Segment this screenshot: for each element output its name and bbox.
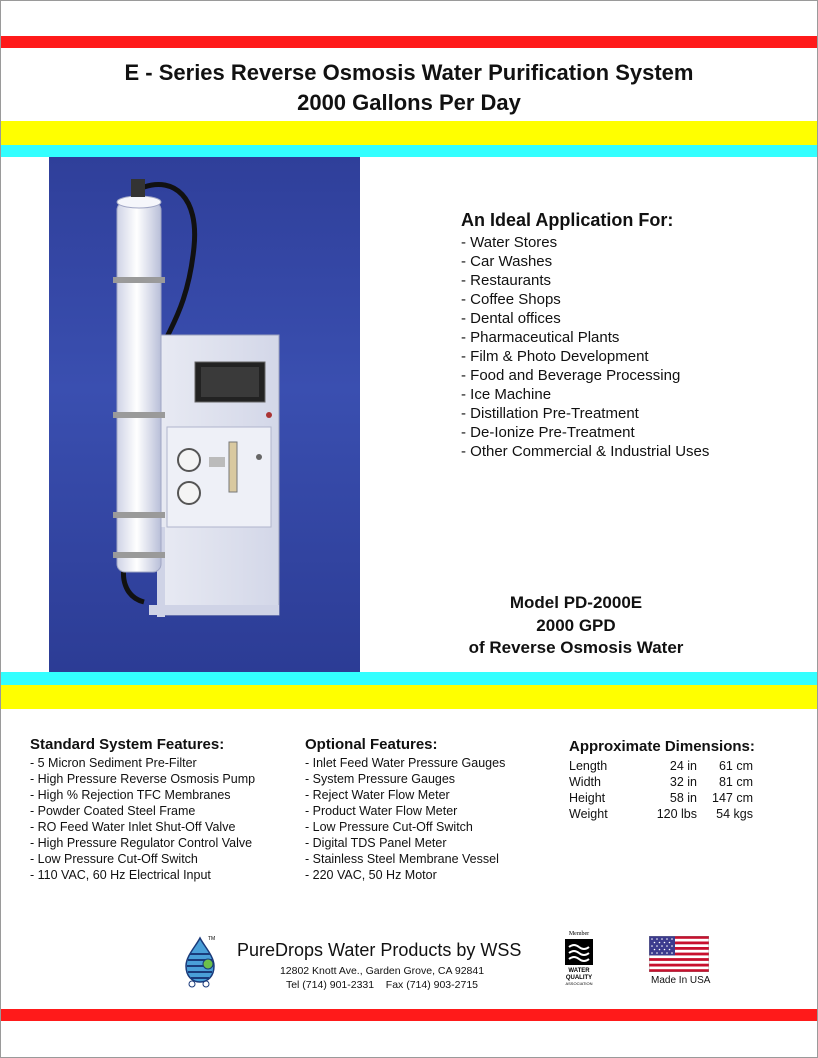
svg-text:WATER: WATER — [568, 968, 590, 974]
list-item: - Dental offices — [461, 310, 561, 327]
list-item: - Ice Machine — [461, 386, 552, 403]
standard-features — [30, 736, 255, 883]
list-item: - Other Commercial & Industrial Uses — [461, 443, 710, 460]
dimensions-table — [569, 738, 755, 822]
bottom-red-stripe — [1, 1009, 817, 1021]
svg-text:ASSOCIATION: ASSOCIATION — [565, 981, 593, 986]
company-contact — [237, 964, 527, 992]
us-flag-icon — [649, 936, 709, 972]
dimension-imperial: 24 in — [669, 759, 697, 773]
applications-heading: An Ideal Application For: — [461, 210, 674, 230]
list-item: - RO Feed Water Inlet Shut-Off Valve — [30, 820, 236, 834]
list-item: - High Pressure Reverse Osmosis Pump — [30, 772, 256, 786]
list-item: - De-Ionize Pre-Treatment — [461, 424, 635, 441]
top-cyan-stripe — [1, 145, 817, 157]
model-capacity: 2000 GPD — [536, 615, 616, 635]
bottom-cyan-stripe — [1, 672, 817, 685]
bottom-yellow-stripe — [1, 685, 817, 709]
standard-features-heading: Standard System Features: — [30, 736, 225, 753]
table-row — [569, 790, 755, 806]
dimension-label: Height — [569, 791, 606, 805]
dimension-metric: 54 kgs — [716, 807, 753, 821]
list-item: - Low Pressure Cut-Off Switch — [30, 852, 198, 866]
dimension-imperial: 120 lbs — [656, 807, 697, 821]
top-yellow-stripe — [1, 121, 817, 145]
dimension-metric: 61 cm — [718, 759, 753, 773]
ro-unit-illustration — [49, 157, 360, 672]
list-item: - 220 VAC, 50 Hz Motor — [305, 868, 437, 882]
svg-text:TM: TM — [208, 936, 216, 942]
list-item: - High % Rejection TFC Membranes — [30, 788, 231, 802]
company-address: 12802 Knott Ave., Garden Grove, CA 92841 — [279, 965, 485, 977]
dimension-imperial: 32 in — [669, 775, 697, 789]
top-red-stripe — [1, 36, 817, 48]
product-photo — [49, 157, 360, 672]
list-item: - Stainless Steel Membrane Vessel — [305, 852, 499, 866]
list-item: - Coffee Shops — [461, 291, 561, 308]
svg-text:QUALITY: QUALITY — [565, 975, 593, 981]
dimension-label: Width — [569, 775, 601, 789]
model-description: of Reverse Osmosis Water — [468, 638, 684, 657]
model-block — [430, 592, 722, 660]
list-item: - High Pressure Regulator Control Valve — [30, 836, 253, 850]
dimension-imperial: 58 in — [669, 791, 697, 805]
list-item: - Low Pressure Cut-Off Switch — [305, 820, 473, 834]
list-item: - Restaurants — [461, 272, 552, 289]
company-name: PureDrops Water Products by WSS — [237, 940, 522, 960]
list-item: - Product Water Flow Meter — [305, 804, 458, 818]
page-subtitle: 2000 Gallons Per Day — [297, 90, 521, 115]
list-item: - Reject Water Flow Meter — [305, 788, 450, 802]
dimensions-heading: Approximate Dimensions: — [569, 738, 755, 755]
company-phone: Tel (714) 901-2331 Fax (714) 903-2715 — [285, 979, 479, 991]
dimension-label: Weight — [569, 807, 608, 821]
list-item: - Inlet Feed Water Pressure Gauges — [305, 756, 506, 770]
puredrops-logo-icon — [180, 934, 220, 988]
wqa-member-logo-icon — [557, 928, 601, 990]
model-number: Model PD-2000E — [509, 593, 643, 612]
table-row — [569, 758, 755, 774]
list-item: - Food and Beverage Processing — [461, 367, 681, 384]
applications-list — [461, 210, 709, 461]
dimension-metric: 147 cm — [712, 791, 753, 805]
list-item: - Digital TDS Panel Meter — [305, 836, 447, 850]
table-row — [569, 774, 755, 790]
list-item: - System Pressure Gauges — [305, 772, 456, 786]
dimension-metric: 81 cm — [718, 775, 753, 789]
list-item: - 5 Micron Sediment Pre-Filter — [30, 756, 197, 770]
made-in-usa-label: Made In USA — [651, 975, 711, 986]
table-row — [569, 806, 755, 822]
svg-text:Member: Member — [568, 931, 590, 937]
list-item: - Powder Coated Steel Frame — [30, 804, 196, 818]
list-item: - Film & Photo Development — [461, 348, 649, 365]
optional-features-heading: Optional Features: — [305, 736, 438, 753]
dimension-label: Length — [569, 759, 608, 773]
list-item: - Car Washes — [461, 253, 553, 270]
list-item: - Water Stores — [461, 234, 558, 251]
page-title: E - Series Reverse Osmosis Water Purification System — [124, 60, 694, 85]
list-item: - Pharmaceutical Plants — [461, 329, 620, 346]
list-item: - Distillation Pre-Treatment — [461, 405, 639, 422]
optional-features — [305, 736, 505, 883]
list-item: - 110 VAC, 60 Hz Electrical Input — [30, 868, 211, 882]
